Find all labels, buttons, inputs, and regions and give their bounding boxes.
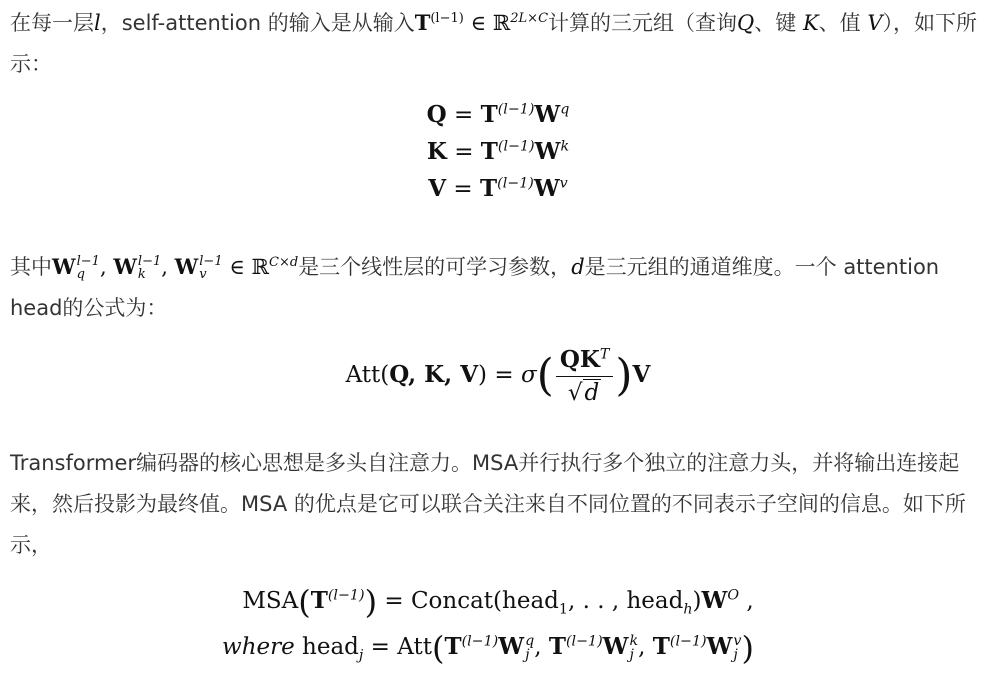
superscript: k xyxy=(560,138,570,155)
matrix-t: T xyxy=(480,138,498,165)
paragraph-3 xyxy=(10,443,988,566)
superscript: k xyxy=(629,632,639,649)
matrix-w: W xyxy=(533,175,560,202)
function-att: Att xyxy=(397,634,432,660)
superscript: (l−1) xyxy=(430,11,464,26)
head: head xyxy=(302,634,359,660)
qk: QK xyxy=(559,345,600,373)
superscript: (l−1) xyxy=(327,587,365,604)
big-paren: ) xyxy=(615,350,633,401)
args: Q, K, V xyxy=(389,361,479,388)
superscript: l−1 xyxy=(137,253,162,269)
equals: = xyxy=(453,176,473,202)
sup-sub xyxy=(77,255,100,281)
matrix-t: T xyxy=(414,10,431,35)
var-l: l xyxy=(94,11,101,35)
subscript: j xyxy=(358,647,364,664)
dots: , . . , head xyxy=(567,588,684,614)
equation-msa xyxy=(0,578,996,670)
subscript: k xyxy=(137,267,146,282)
superscript: (l−1) xyxy=(461,633,499,650)
matrix-t: T xyxy=(480,101,498,128)
big-paren: ( xyxy=(536,350,554,401)
subscript: j xyxy=(525,647,530,663)
reals-symbol: ℝ xyxy=(251,255,269,279)
equation-line xyxy=(0,578,996,624)
sup-sub xyxy=(199,255,222,281)
matrix-w: W xyxy=(701,587,728,614)
equals: = xyxy=(453,102,474,128)
matrix-w: W xyxy=(174,254,199,279)
matrix-w: W xyxy=(498,633,525,660)
paragraph-1 xyxy=(10,2,988,85)
subscript: 1 xyxy=(558,601,568,618)
equals: = xyxy=(454,139,474,165)
equation-line xyxy=(0,96,996,133)
superscript: (l−1) xyxy=(565,633,603,650)
denominator xyxy=(556,377,614,407)
subscript: j xyxy=(733,647,738,663)
function-att: Att xyxy=(345,362,381,388)
lhs: Q xyxy=(426,101,447,128)
subscript: j xyxy=(629,647,634,663)
matrix-t: T xyxy=(548,633,566,660)
paren: ) xyxy=(692,588,702,614)
var-q: Q xyxy=(737,11,755,35)
where: where xyxy=(222,634,295,660)
superscript: q xyxy=(525,632,535,649)
sigma: σ xyxy=(520,362,537,388)
text: 是三个线性层的可学习参数， xyxy=(298,255,572,279)
matrix-w: W xyxy=(602,633,629,660)
var-d: d xyxy=(571,255,585,279)
text: ，self-attention 的输入是从输入 xyxy=(100,11,415,35)
matrix-t: T xyxy=(480,175,498,202)
text: 其中 xyxy=(10,255,52,279)
paren: ( xyxy=(380,362,390,388)
subscript: v xyxy=(199,267,207,282)
sup-sub xyxy=(138,255,161,281)
superscript: C×d xyxy=(268,255,299,270)
matrix-t: T xyxy=(652,633,670,660)
superscript: (l−1) xyxy=(497,138,535,155)
text: 是三元组的通道维度。一个 attention head的公式为： xyxy=(10,255,940,320)
superscript: v xyxy=(733,632,742,649)
superscript: v xyxy=(559,175,568,192)
superscript: (l−1) xyxy=(497,101,535,118)
var-d: d xyxy=(584,379,600,406)
text: 、键 xyxy=(754,11,797,35)
big-paren: ) xyxy=(741,629,754,667)
subscript: h xyxy=(683,601,693,618)
paren: ) xyxy=(478,362,488,388)
equation-attention xyxy=(0,340,996,410)
comma: , xyxy=(638,634,646,660)
var-k: K xyxy=(802,11,819,35)
paragraph-2 xyxy=(10,246,988,329)
superscript: q xyxy=(560,101,570,118)
equals: = xyxy=(370,634,390,660)
superscript: T xyxy=(599,345,610,362)
matrix-w: W xyxy=(113,254,137,279)
comma: , xyxy=(99,255,107,279)
numerator xyxy=(556,346,614,377)
comma: , xyxy=(746,588,754,614)
superscript: (l−1) xyxy=(669,633,707,650)
superscript: l−1 xyxy=(76,253,100,269)
sqrt-sign: √ xyxy=(567,379,583,406)
comma: , xyxy=(161,255,168,279)
lhs: V xyxy=(428,175,447,202)
reals-symbol: ℝ xyxy=(492,11,511,35)
superscript: O xyxy=(727,587,740,604)
equation-line xyxy=(0,624,996,670)
text: 、值 xyxy=(818,11,861,35)
equals: = xyxy=(384,588,404,614)
text: ），如下所示： xyxy=(10,11,977,76)
big-paren: ) xyxy=(364,583,378,621)
big-paren: ( xyxy=(298,583,311,621)
equation-qkv xyxy=(0,96,996,207)
matrix-w: W xyxy=(52,254,76,279)
fraction xyxy=(556,346,614,407)
big-paren: ( xyxy=(431,629,445,667)
equals: = xyxy=(494,362,514,388)
equation-line xyxy=(0,170,996,207)
matrix-v: V xyxy=(632,361,651,388)
subscript: q xyxy=(76,267,85,282)
matrix-w: W xyxy=(534,101,561,128)
concat: Concat(head xyxy=(410,588,559,614)
function-msa: MSA xyxy=(242,588,299,614)
matrix-w: W xyxy=(534,138,561,165)
element-of-symbol: ∈ xyxy=(229,255,245,279)
comma: , xyxy=(534,634,542,660)
sup-sub xyxy=(630,634,639,663)
matrix-t: T xyxy=(444,633,462,660)
superscript: 2L×C xyxy=(510,11,549,26)
matrix-w: W xyxy=(706,633,733,660)
sup-sub xyxy=(525,634,534,663)
lhs: K xyxy=(426,138,447,165)
superscript: l−1 xyxy=(199,253,223,269)
superscript: (l−1) xyxy=(497,175,534,192)
text: 在每一层 xyxy=(10,11,94,35)
text: 计算的三元组（查询 xyxy=(548,11,738,35)
text: Transformer编码器的核心思想是多头自注意力。MSA并行执行多个独立的注意力头，并将输出连接起来，然后投影为最终值。MSA 的优点是它可以联合关注来自不同位置的不同表示子空间的信息。如下所示， xyxy=(10,451,966,557)
element-of-symbol: ∈ xyxy=(470,11,487,35)
equation-line xyxy=(0,133,996,170)
var-v: V xyxy=(867,11,883,35)
matrix-t: T xyxy=(310,587,328,614)
